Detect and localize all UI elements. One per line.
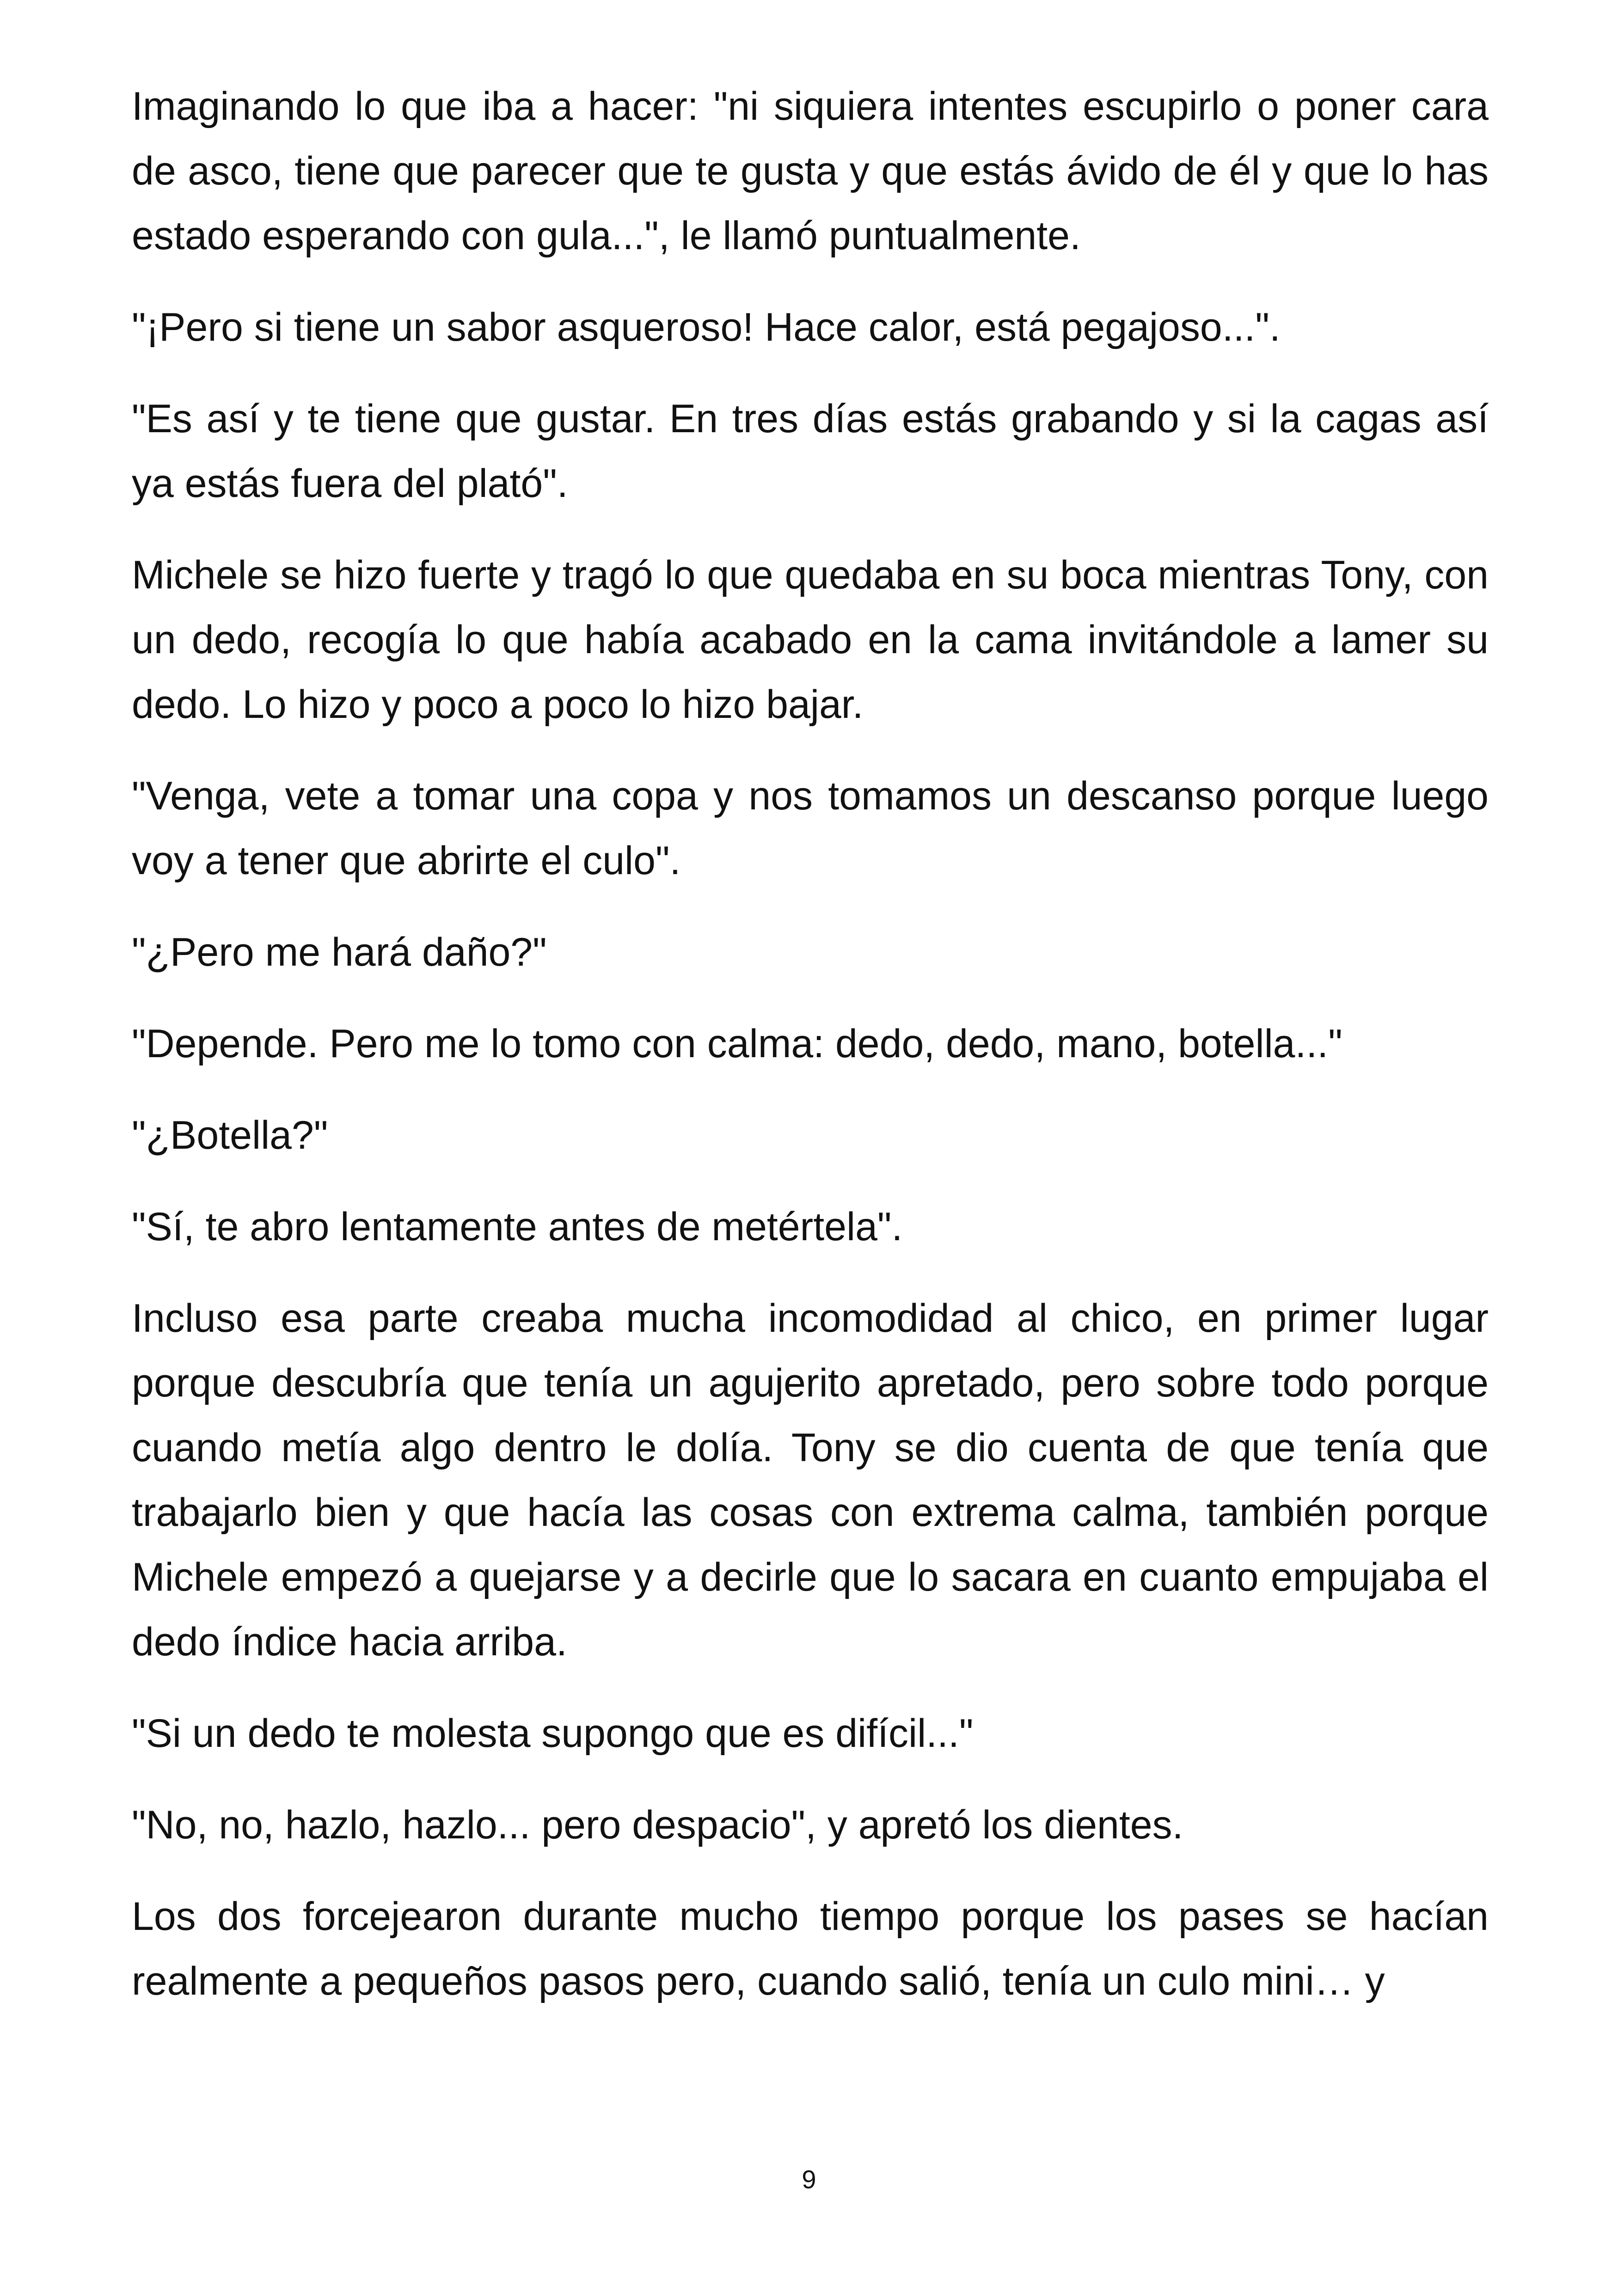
paragraph-13: Los dos forcejearon durante mucho tiempo porque los pases se hacían realmente a pequeños pasos pero, cuando salió, tenía un culo mini… y: [132, 1894, 1489, 2003]
page-number: 9: [802, 2165, 816, 2194]
paragraph-11: "Si un dedo te molesta supongo que es difícil...": [132, 1711, 974, 1756]
paragraph-9: "Sí, te abro lentamente antes de metértela".: [132, 1205, 903, 1249]
paragraph-8: "¿Botella?": [132, 1113, 328, 1157]
paragraph-6: "¿Pero me hará daño?": [132, 930, 547, 974]
paragraph-7: "Depende. Pero me lo tomo con calma: dedo, dedo, mano, botella...": [132, 1022, 1342, 1066]
paragraph-12: "No, no, hazlo, hazlo... pero despacio", y apretó los dientes.: [132, 1803, 1183, 1847]
paragraph-4: Michele se hizo fuerte y tragó lo que quedaba en su boca mientras Tony, con un dedo, recogía lo que había acabado en la cama invitándole a lamer su dedo. Lo hizo y poco a poco lo hizo bajar.: [132, 553, 1489, 727]
paragraph-1: Imaginando lo que iba a hacer: "ni siquiera intentes escupirlo o poner cara de asco, tiene que parecer que te gusta y que estás ávido de él y que lo has estado esperando con gula...", le llamó puntualmente.: [132, 84, 1489, 258]
paragraph-10: Incluso esa parte creaba mucha incomodidad al chico, en primer lugar porque descubría que tenía un agujerito apretado, pero sobre todo porque cuando metía algo dentro le dolía. Tony se dio cuenta de que tenía que trabajarlo bien y que hacía las cosas con extrema calma, también porque Michele empezó a quejarse y a decirle que lo sacara en cuanto empujaba el dedo índice hacia arriba.: [132, 1296, 1489, 1664]
paragraph-3: "Es así y te tiene que gustar. En tres días estás grabando y si la cagas así ya estás fuera del plató".: [132, 397, 1489, 506]
page-body: [132, 74, 1489, 2040]
paragraph-5: "Venga, vete a tomar una copa y nos tomamos un descanso porque luego voy a tener que abrirte el culo".: [132, 774, 1489, 883]
paragraph-2: "¡Pero si tiene un sabor asqueroso! Hace calor, está pegajoso...".: [132, 305, 1281, 349]
